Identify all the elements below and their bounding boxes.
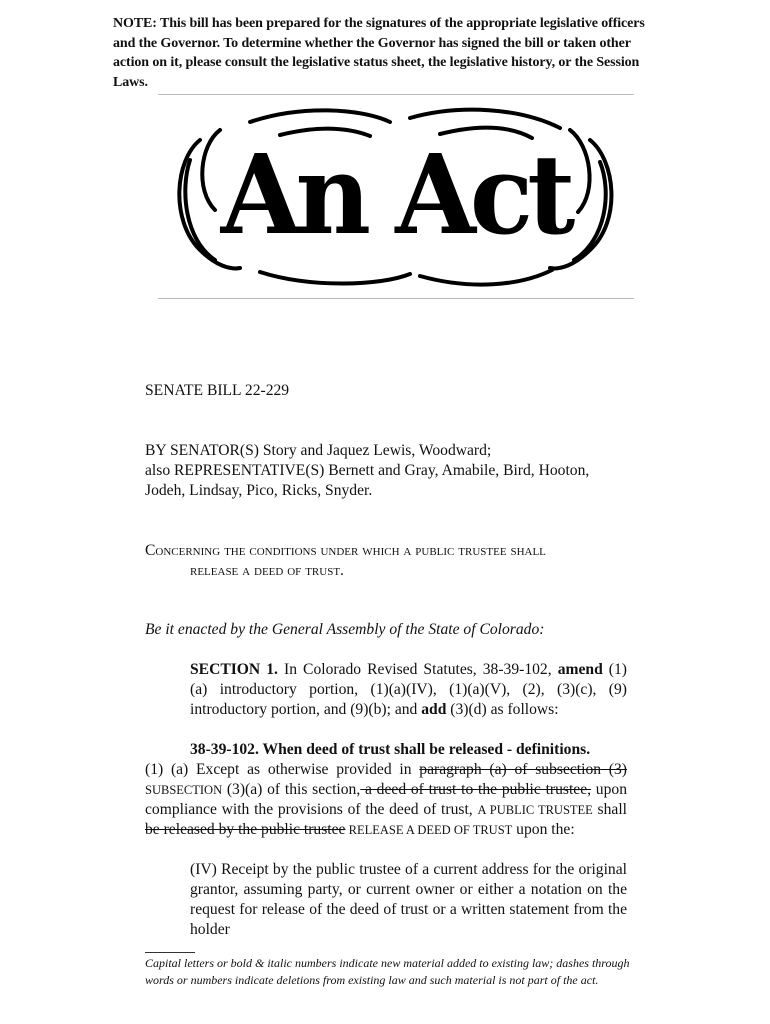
statute-addition-1: SUBSECTION <box>145 783 223 797</box>
an-act-title: An Act <box>220 129 570 260</box>
statute-deletion-2: a deed of trust to the public trustee, <box>360 781 592 798</box>
subparagraph-iv-text: (IV) Receipt by the public trustee of a current address for the original grantor, assuming party, or current owner or either a notation on the request for release of the deed of trust or a written statement from the holder <box>190 861 627 938</box>
section-1 <box>145 660 627 720</box>
section-1-add: add <box>421 701 447 718</box>
statute-38-39-102 <box>145 740 627 840</box>
statute-heading: 38-39-102. When deed of trust shall be released - definitions. <box>190 741 591 758</box>
statute-text-3: upon compliance with the provisions of the deed of trust, <box>145 781 627 818</box>
footnote-rule <box>145 952 195 953</box>
status-note: NOTE: This bill has been prepared for the signatures of the appropriate legislative officers and the Governor. To determine whether the Governor has signed the bill or taken other action on it, please consult the legislative status sheet, the legislative history, or the Session Laws. <box>113 16 645 90</box>
section-1-heading: SECTION 1. <box>190 661 278 678</box>
statute-addition-2: A PUBLIC TRUSTEE <box>477 803 593 817</box>
statute-text-4: shall <box>592 801 628 818</box>
concerning-line-2: release a deed of trust. <box>190 562 344 579</box>
concerning-clause <box>145 541 627 581</box>
sponsors <box>145 441 627 501</box>
subparagraph-iv <box>145 860 627 940</box>
section-1-amend: amend <box>557 661 603 678</box>
section-1-text-c: (3)(d) as follows: <box>446 701 559 718</box>
section-1-text-a: In Colorado Revised Statutes, 38-39-102, <box>277 661 558 678</box>
statute-addition-3: RELEASE A DEED OF TRUST <box>345 823 513 837</box>
an-act-banner <box>160 100 630 292</box>
bill-number: SENATE BILL 22-229 <box>145 382 290 399</box>
concerning-line-1: Concerning the conditions under which a public trustee shall <box>145 542 546 559</box>
statute-text-1: (1) (a) Except as otherwise provided in <box>145 761 420 778</box>
section-1-text-b: (1)(a) introductory portion, (1)(a)(IV), (1)(a)(V), (2), (3)(c), (9) introductory portion, and (9)(b); and <box>190 661 627 718</box>
statute-text-2: (3)(a) of this section, <box>222 781 361 798</box>
footnote: Capital letters or bold & italic numbers indicate new material added to existing law; dashes through words or numbers indicate deletions from existing law and such material is not part of the act. <box>145 956 630 987</box>
sponsor-senators: BY SENATOR(S) Story and Jaquez Lewis, Woodward; <box>145 442 492 459</box>
statute-text-5: upon the: <box>512 821 575 838</box>
enacting-clause: Be it enacted by the General Assembly of the State of Colorado: <box>145 621 545 638</box>
sponsor-representatives: also REPRESENTATIVE(S) Bernett and Gray, Amabile, Bird, Hooton, Jodeh, Lindsay, Pico, Ricks, Snyder. <box>145 462 590 499</box>
banner-bottom-rule <box>158 298 634 299</box>
statute-deletion-1: paragraph (a) of subsection (3) <box>419 761 627 778</box>
statute-deletion-3: be released by the public trustee <box>145 821 346 838</box>
